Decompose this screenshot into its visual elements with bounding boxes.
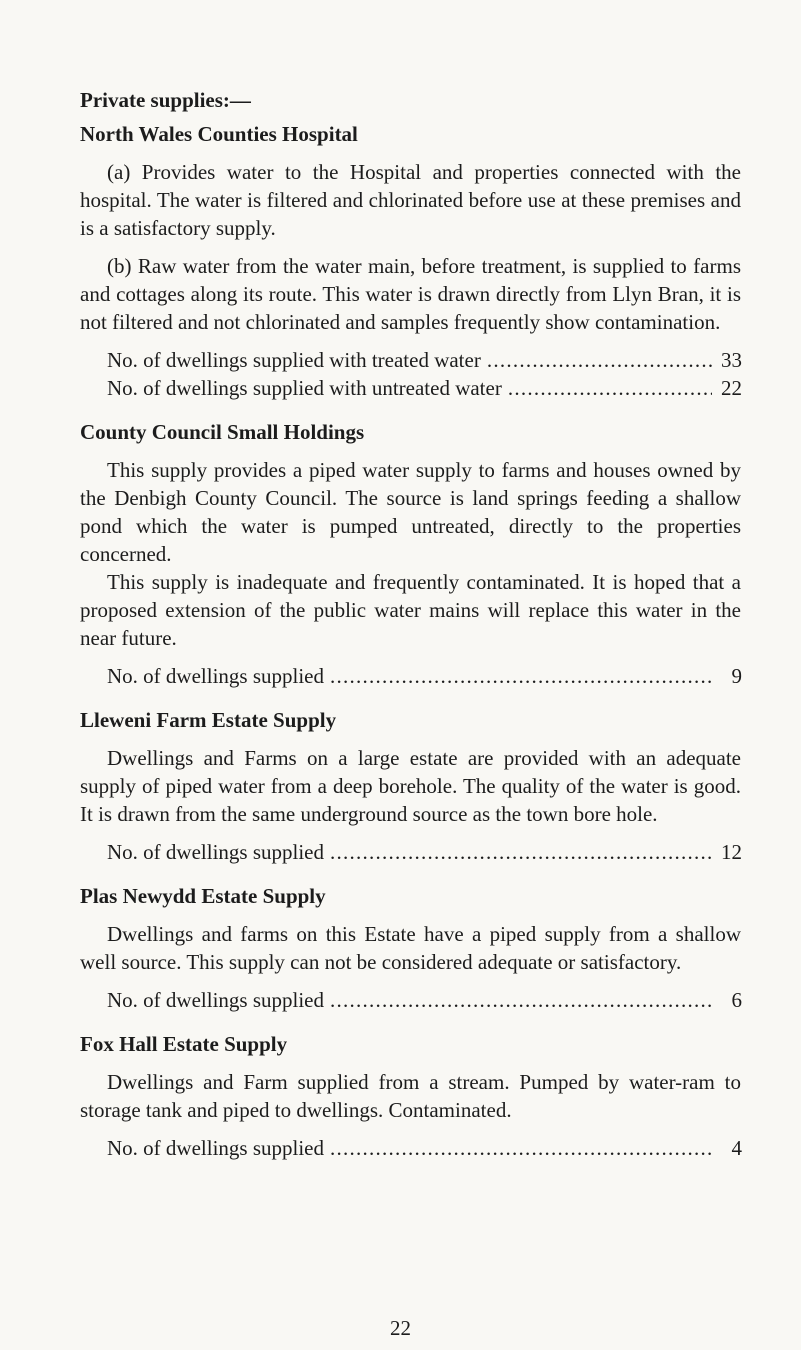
paragraph: Dwellings and farms on this Estate have a piped supply from a shallow well source. This supply can not be considered adequate or satisfactory. (80, 922, 741, 974)
count-label: No. of dwellings supplied (107, 664, 324, 688)
dwelling-counts (80, 838, 741, 866)
dwelling-counts (80, 662, 741, 690)
dot-leader (487, 346, 712, 374)
section-heading: Lleweni Farm Estate Supply (80, 708, 337, 732)
paragraph: This supply is inadequate and frequently contaminated. It is hoped that a proposed extension of the public water mains will replace this water in the near future. (80, 570, 741, 650)
section-lleweni-farm (80, 706, 741, 866)
count-row (107, 662, 742, 690)
section-county-council-holdings (80, 418, 741, 690)
dwelling-counts (80, 1134, 741, 1162)
count-label: No. of dwellings supplied (107, 1136, 324, 1160)
section-plas-newydd (80, 882, 741, 1014)
count-value: 4 (731, 1136, 742, 1160)
section-heading: North Wales Counties Hospital (80, 122, 358, 146)
dot-leader (508, 374, 712, 402)
section-heading: Plas Newydd Estate Supply (80, 884, 326, 908)
dwelling-counts (80, 986, 741, 1014)
section-fox-hall (80, 1030, 741, 1162)
count-value: 6 (731, 988, 742, 1012)
count-row (107, 1134, 742, 1162)
paragraph: (a) Provides water to the Hospital and properties connected with the hospital. The water is filtered and chlorinated before use at these premises and is a satisfactory supply. (80, 160, 741, 240)
dot-leader (330, 838, 712, 866)
count-label: No. of dwellings supplied (107, 840, 324, 864)
section-heading: County Council Small Holdings (80, 420, 365, 444)
count-label: No. of dwellings supplied with treated water (107, 348, 481, 372)
count-row (107, 986, 742, 1014)
count-label: No. of dwellings supplied (107, 988, 324, 1012)
paragraph: (b) Raw water from the water main, before treatment, is supplied to farms and cottages along its route. This water is drawn directly from Llyn Bran, it is not filtered and not chlorinated and samples frequently show contamination. (80, 254, 741, 334)
dot-leader (330, 1134, 712, 1162)
count-row (107, 374, 742, 402)
count-label: No. of dwellings supplied with untreated water (107, 376, 502, 400)
count-value: 12 (721, 840, 742, 864)
section-heading: Fox Hall Estate Supply (80, 1032, 288, 1056)
paragraph: Dwellings and Farms on a large estate are provided with an adequate supply of piped water from a deep borehole. The quality of the water is good. It is drawn from the same underground source as the town bore hole. (80, 746, 741, 826)
dot-leader (330, 662, 712, 690)
section-north-wales-hospital (80, 120, 741, 402)
paragraph: This supply provides a piped water supply to farms and houses owned by the Denbigh County Council. The source is land springs feeding a shallow pond which the water is pumped untreated, directly to the properties concerned. (80, 458, 741, 566)
count-value: 22 (721, 376, 742, 400)
count-value: 9 (731, 664, 742, 688)
count-row (107, 838, 742, 866)
page-number: 22 (390, 1316, 411, 1340)
paragraph: Dwellings and Farm supplied from a stream. Pumped by water-ram to storage tank and piped to dwellings. Contaminated. (80, 1070, 741, 1122)
dot-leader (330, 986, 712, 1014)
dwelling-counts (80, 346, 741, 402)
count-value: 33 (721, 348, 742, 372)
page-title: Private supplies:— (80, 88, 251, 112)
count-row (107, 346, 742, 374)
